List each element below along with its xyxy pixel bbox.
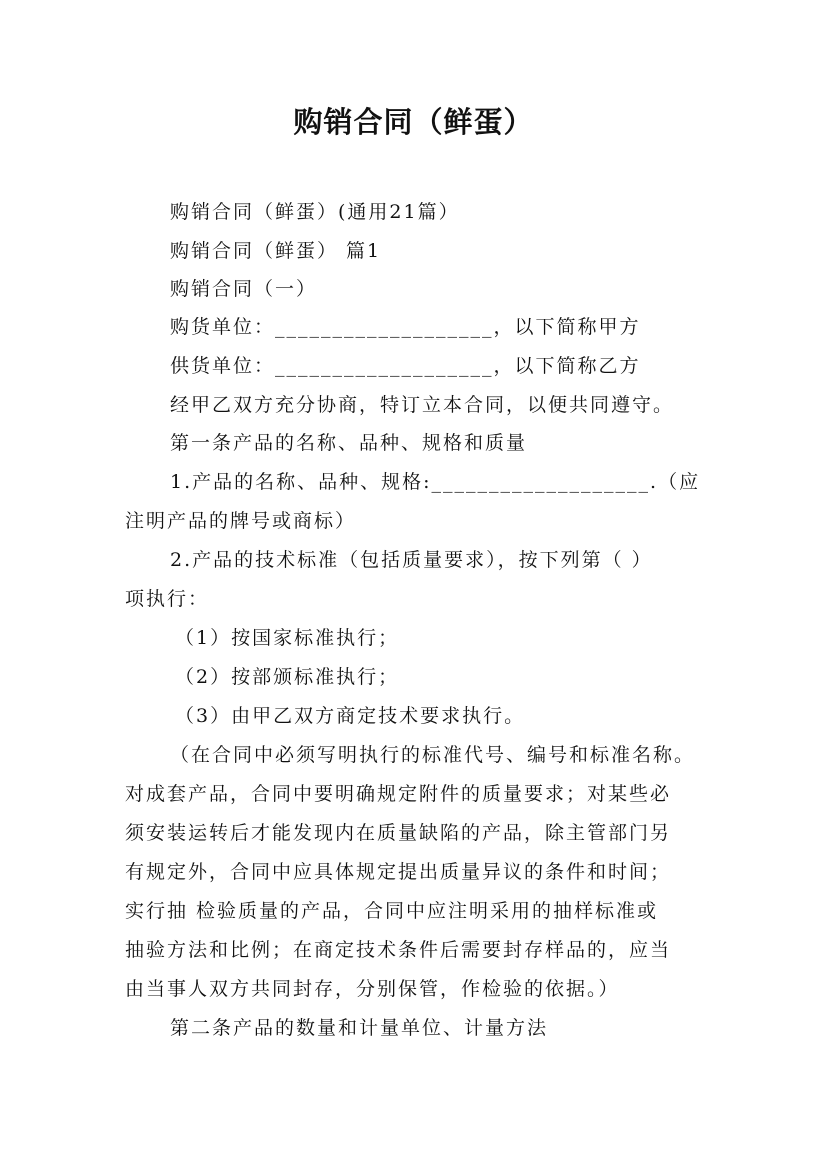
section-heading: 第一条产品的名称、品种、规格和质量 — [170, 432, 528, 454]
text-line: 购货单位：___________________，以下简称甲方 — [170, 316, 641, 338]
text-line: 供货单位：___________________，以下简称乙方 — [170, 355, 641, 377]
text-line: 抽验方法和比例；在商定技术条件后需要封存样品的，应当 — [125, 939, 672, 961]
list-item: （3）由甲乙双方商定技术要求执行。 — [175, 705, 526, 727]
text-line: 1.产品的名称、品种、规格:___________________.（应 — [170, 471, 701, 493]
text-line: 有规定外，合同中应具体规定提出质量异议的条件和时间； — [125, 861, 672, 883]
text-line: 注明产品的牌号或商标） — [125, 510, 357, 532]
text-line: 购销合同（鲜蛋）(通用21篇） — [170, 201, 460, 223]
text-line: 实行抽 检验质量的产品，合同中应注明采用的抽样标准或 — [125, 900, 659, 922]
text-line: 对成套产品，合同中要明确规定附件的质量要求；对某些必 — [125, 783, 672, 805]
text-line: 由当事人双方共同封存，分别保管，作检验的依据。） — [125, 978, 620, 1000]
text-line: 购销合同（鲜蛋） 篇1 — [170, 240, 382, 262]
list-item: （2）按部颁标准执行； — [175, 666, 400, 688]
text-line: （在合同中必须写明执行的标准代号、编号和标准名称。 — [170, 744, 696, 766]
text-line: 项执行： — [125, 588, 210, 610]
document-title: 购销合同（鲜蛋） — [293, 105, 534, 139]
list-item: （1）按国家标准执行； — [175, 627, 400, 649]
text-line: 经甲乙双方充分协商，特订立本合同，以便共同遵守。 — [170, 394, 675, 416]
text-line: 2.产品的技术标准（包括质量要求），按下列第（ ） — [170, 549, 653, 571]
section-heading: 第二条产品的数量和计量单位、计量方法 — [170, 1017, 549, 1039]
text-line: 须安装运转后才能发现内在质量缺陷的产品，除主管部门另 — [125, 822, 672, 844]
text-line: 购销合同（一） — [170, 278, 318, 300]
